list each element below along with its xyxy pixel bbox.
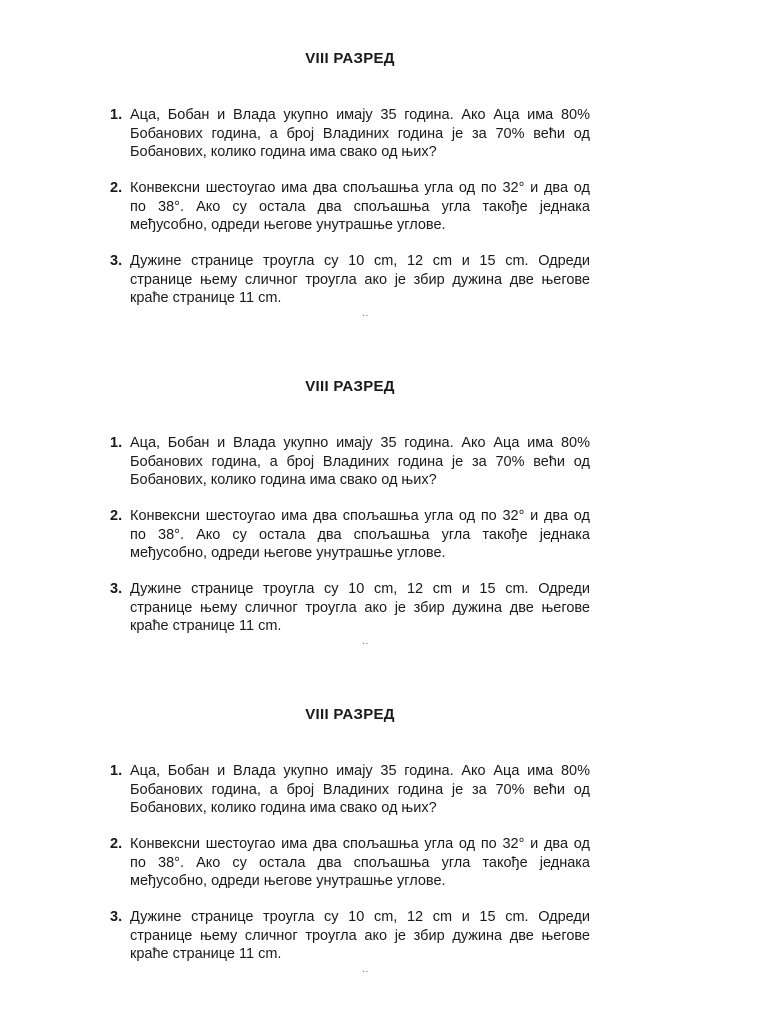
sheet-title: VIII РАЗРЕД xyxy=(305,50,395,67)
problem-text: Конвексни шестоугао има два спољашња угла од по 32° и два од по 38°. Ако су остала два спољашња угла такође једнака међусобно, одреди његове унутрашње углове. xyxy=(130,180,590,233)
problem-text: Аца, Бобан и Влада укупно имају 35 година. Ако Аца има 80% Бобанових година, а број Владиних година је за 70% већи од Бобанових, колико година има свако од њих? xyxy=(130,107,590,160)
sheet-title: VIII РАЗРЕД xyxy=(305,706,395,723)
scan-speck: ·· xyxy=(362,310,369,321)
problem-text: Дужине странице троугла су 10 cm, 12 cm и 15 cm. Одреди странице њему сличног троугла ако је збир дужина две његове краће странице 11 cm. xyxy=(130,581,590,634)
problem-number: 2. xyxy=(110,508,123,524)
scan-speck: ·· xyxy=(362,966,369,977)
sheet-title: VIII РАЗРЕД xyxy=(305,378,395,395)
problem-item xyxy=(110,434,590,490)
problem-sheet xyxy=(0,328,768,658)
problem-text: Аца, Бобан и Влада укупно имају 35 година. Ако Аца има 80% Бобанових година, а број Владиних година је за 70% већи од Бобанових, колико година има свако од њих? xyxy=(130,435,590,488)
problem-number: 1. xyxy=(110,107,123,123)
problem-item xyxy=(110,507,590,563)
problem-item xyxy=(110,908,590,964)
problem-number: 1. xyxy=(110,435,123,451)
problem-item xyxy=(110,252,590,308)
problem-text: Конвексни шестоугао има два спољашња угла од по 32° и два од по 38°. Ако су остала два спољашња угла такође једнака међусобно, одреди његове унутрашње углове. xyxy=(130,836,590,889)
problem-number: 2. xyxy=(110,180,123,196)
problem-text: Конвексни шестоугао има два спољашња угла од по 32° и два од по 38°. Ако су остала два спољашња угла такође једнака међусобно, одреди његове унутрашње углове. xyxy=(130,508,590,561)
problem-number: 3. xyxy=(110,909,123,925)
problem-item xyxy=(110,762,590,818)
problem-item xyxy=(110,835,590,891)
problem-item xyxy=(110,580,590,636)
problem-text: Дужине странице троугла су 10 cm, 12 cm и 15 cm. Одреди странице њему сличног троугла ако је збир дужина две његове краће странице 11 cm. xyxy=(130,253,590,306)
problem-item xyxy=(110,106,590,162)
problem-number: 2. xyxy=(110,836,123,852)
problem-sheet xyxy=(0,656,768,986)
scan-speck: ·· xyxy=(362,638,369,649)
problem-number: 3. xyxy=(110,581,123,597)
problem-text: Аца, Бобан и Влада укупно имају 35 година. Ако Аца има 80% Бобанових година, а број Владиних година је за 70% већи од Бобанових, колико година има свако од њих? xyxy=(130,763,590,816)
problem-number: 3. xyxy=(110,253,123,269)
problem-item xyxy=(110,179,590,235)
problem-sheet xyxy=(0,0,768,330)
problem-number: 1. xyxy=(110,763,123,779)
problem-text: Дужине странице троугла су 10 cm, 12 cm и 15 cm. Одреди странице њему сличног троугла ако је збир дужина две његове краће странице 11 cm. xyxy=(130,909,590,962)
